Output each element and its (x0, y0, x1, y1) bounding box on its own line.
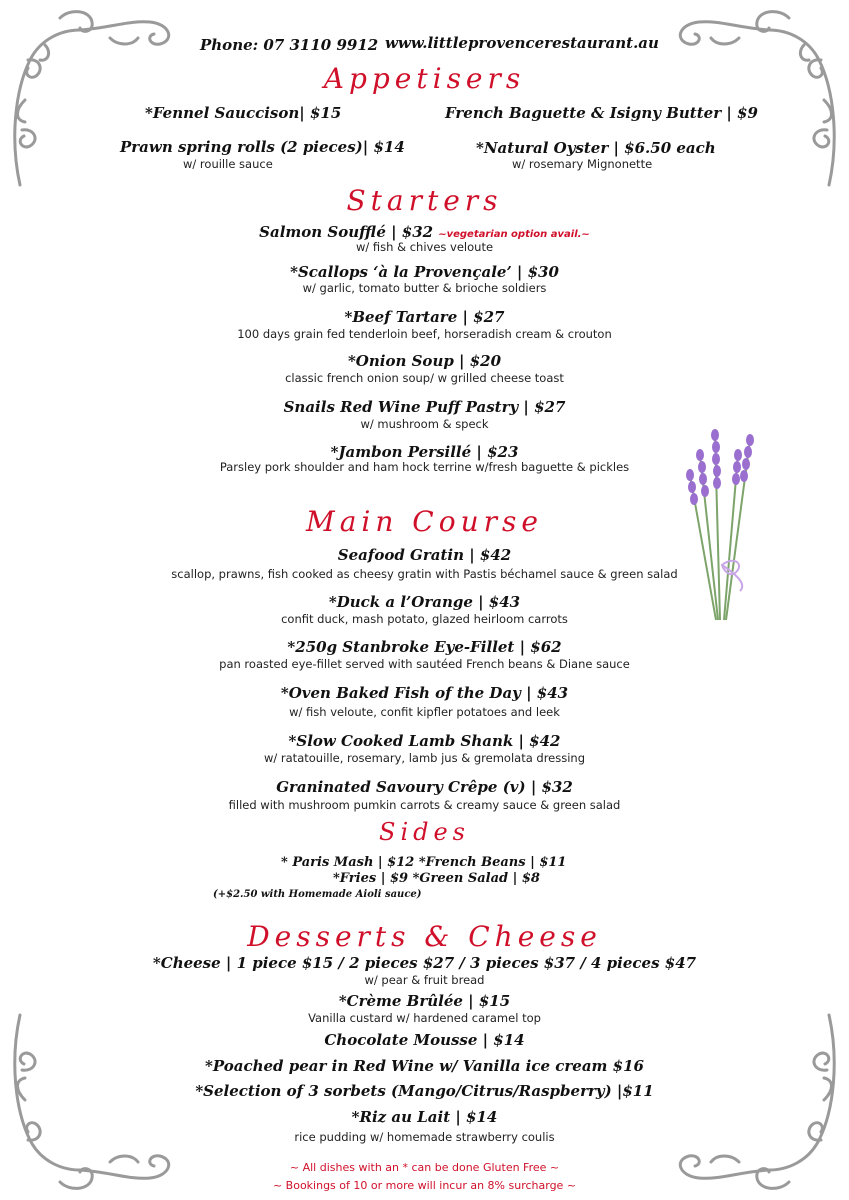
menu-item-name: *Jambon Persillé | $23 (330, 443, 519, 461)
section-title-sides: Sides (379, 818, 470, 846)
menu-item-name: *Cheese | 1 piece $15 / 2 pieces $27 / 3 pieces $37 / 4 pieces $47 (152, 954, 697, 972)
sides-row: * Paris Mash | $12 *French Beans | $11 (281, 855, 567, 870)
menu-item-name: Salmon Soufflé | $32 (259, 223, 434, 241)
menu-item-desc: pan roasted eye-fillet served with sautéed French beans & Diane sauce (219, 657, 630, 671)
bookings-note: ~ Bookings of 10 or more will incur an 8% surcharge ~ (272, 1179, 577, 1192)
menu-item-name: Chocolate Mousse | $14 (324, 1031, 525, 1049)
menu-item-name: *Slow Cooked Lamb Shank | $42 (288, 732, 561, 750)
menu-item-desc: w/ rouille sauce (183, 157, 273, 171)
menu-item-desc: 100 days grain fed tenderloin beef, horseradish cream & crouton (237, 327, 612, 341)
menu-item-name: Graninated Savoury Crêpe (v) | $32 (276, 778, 573, 796)
menu-item-name: *Riz au Lait | $14 (351, 1108, 498, 1126)
menu-item-desc: w/ mushroom & speck (360, 417, 489, 431)
menu-item-name: *Selection of 3 sorbets (Mango/Citrus/Raspberry) |$11 (195, 1082, 654, 1100)
phone-number: Phone: 07 3110 9912 (200, 36, 379, 54)
menu-item-name: *Fennel Saucciso​n| $15 (145, 104, 342, 122)
section-title-main-course: Main Course (306, 505, 543, 538)
menu-item-desc: w/ garlic, tomato butter & brioche soldiers (302, 281, 547, 295)
menu-item-desc: rice pudding w/ homemade strawberry coulis (294, 1130, 555, 1144)
menu-item-name: Prawn spring rolls (2 pieces)| $14 (120, 138, 405, 156)
menu-item-name: *Natural Oyster | $6.50 each (476, 139, 716, 157)
menu-item-name: Seafood Gratin | $42 (337, 546, 512, 564)
menu-item-desc: Parsley pork shoulder and ham hock terrine w/fresh baguette & pickles (219, 460, 630, 474)
website-link[interactable]: www.littleprovencerestaurant.au (385, 34, 659, 52)
menu-item-desc: classic french onion soup/ w grilled cheese toast (285, 371, 564, 385)
aioli-note: (+$2.50 with Homemade Aioli sauce) (213, 889, 422, 900)
gluten-free-note: ~ All dishes with an * can be done Gluten Free ~ (289, 1161, 560, 1174)
menu-item-name: *Duck a l’Orange | $43 (328, 593, 521, 611)
menu-item-name: *Poached pear in Red Wine w/ Vanilla ice cream $16 (205, 1057, 644, 1075)
menu-item-desc: w/ ratatouille, rosemary, lamb jus & gremolata dressing (263, 751, 586, 765)
menu-item-desc: Vanilla custard w/ hardened caramel top (308, 1011, 541, 1025)
menu-item-name: *250g Stanbroke Eye-Fillet | $62 (287, 638, 562, 656)
section-title-appetisers: Appetisers (323, 62, 526, 95)
menu-item-desc: confit duck, mash potato, glazed heirloom carrots (281, 612, 568, 626)
menu-item-desc: w/ rosemary Mignonette (512, 157, 653, 171)
section-title-desserts: Desserts & Cheese (247, 920, 602, 953)
menu-item-desc: filled with mushroom pumkin carrots & creamy sauce & green salad (228, 798, 621, 812)
sides-row: *Fries | $9 *Green Salad | $8 (333, 871, 540, 886)
menu-item-desc: w/ fish & chives veloute (355, 240, 494, 254)
menu-item-name: *Oven Baked Fish of the Day | $43 (280, 684, 569, 702)
menu-item-desc: w/ pear & fruit bread (364, 973, 485, 987)
section-title-starters: Starters (346, 184, 503, 217)
corner-ornament (649, 0, 849, 190)
vegetarian-note: ~vegetarian option avail.~ (438, 229, 590, 240)
menu-item (0, 222, 849, 241)
menu-item-name: *Beef Tartare | $27 (344, 308, 505, 326)
menu-item-name: *Scallops ‘à la Provençale’ | $30 (290, 263, 559, 281)
menu-item-name: French Baguette & Isigny Butter | $9 (445, 104, 758, 122)
menu-item-desc: w/ fish veloute, confit kipfler potatoes and leek (289, 705, 560, 719)
corner-ornament (0, 0, 200, 190)
menu-item-desc: scallop, prawns, fish cooked as cheesy gratin with Pastis béchamel sauce & green salad (171, 567, 678, 581)
menu-item-name: *Onion Soup | $20 (347, 352, 502, 370)
menu-item-name: *Crème Brûlée | $15 (338, 992, 511, 1010)
menu-item-name: Snails Red Wine Puff Pastry | $27 (283, 398, 566, 416)
